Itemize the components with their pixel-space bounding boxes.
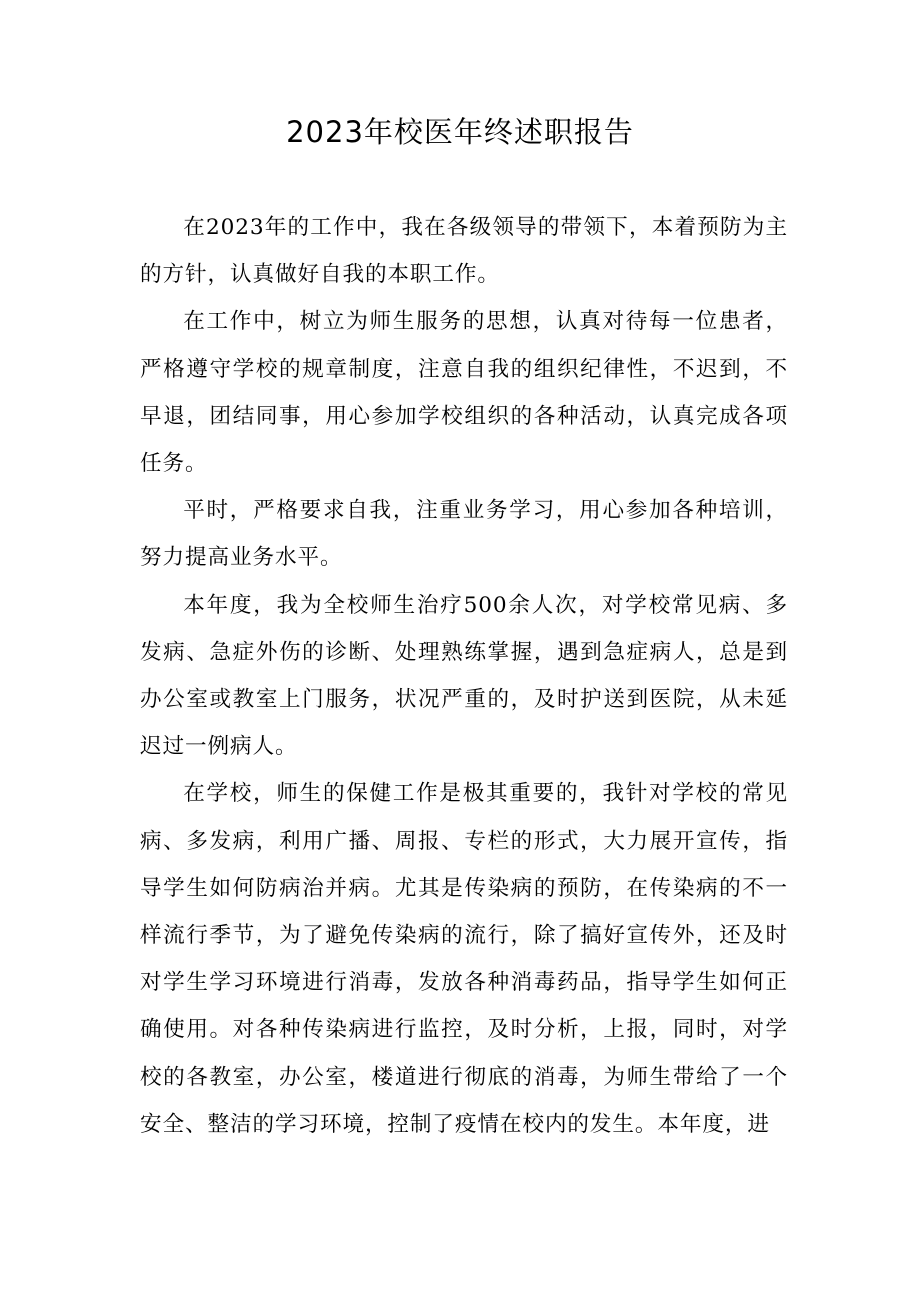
paragraph-5: 在学校，师生的保健工作是极其重要的，我针对学校的常见病、多发病，利用广播、周报、专栏的形式，大力展开宣传，指导学生如何防病治并病。尤其是传染病的预防，在传染病的不一样流行季节，为了避免传染病的流行，除了搞好宣传外，还及时对学生学习环境进行消毒，发放各种消毒药品，指导学生如何正确使用。对各种传染病进行监控，及时分析，上报，同时，对学校的各教室，办公室，楼道进行彻底的消毒，为师生带给了一个安全、整洁的学习环境，控制了疫情在校内的发生。本年度，进	[140, 781, 788, 1137]
document-body	[140, 204, 788, 1148]
paragraph-2: 在工作中，树立为师生服务的思想，认真对待每一位患者，严格遵守学校的规章制度，注意自我的组织纪律性，不迟到，不早退，团结同事，用心参加学校组织的各种活动，认真完成各项任务。	[140, 309, 788, 477]
document-title: 2023年校医年终述职报告	[286, 115, 634, 149]
paragraph-3: 平时，严格要求自我，注重业务学习，用心参加各种培训，努力提高业务水平。	[140, 498, 788, 571]
paragraph-4: 本年度，我为全校师生治疗500余人次，对学校常见病、多发病、急症外伤的诊断、处理熟练掌握，遇到急症病人，总是到办公室或教室上门服务，状况严重的，及时护送到医院，从未延迟过一例病人。	[140, 592, 788, 760]
paragraph-1: 在2023年的工作中，我在各级领导的带领下，本着预防为主的方针，认真做好自我的本职工作。	[140, 215, 788, 288]
